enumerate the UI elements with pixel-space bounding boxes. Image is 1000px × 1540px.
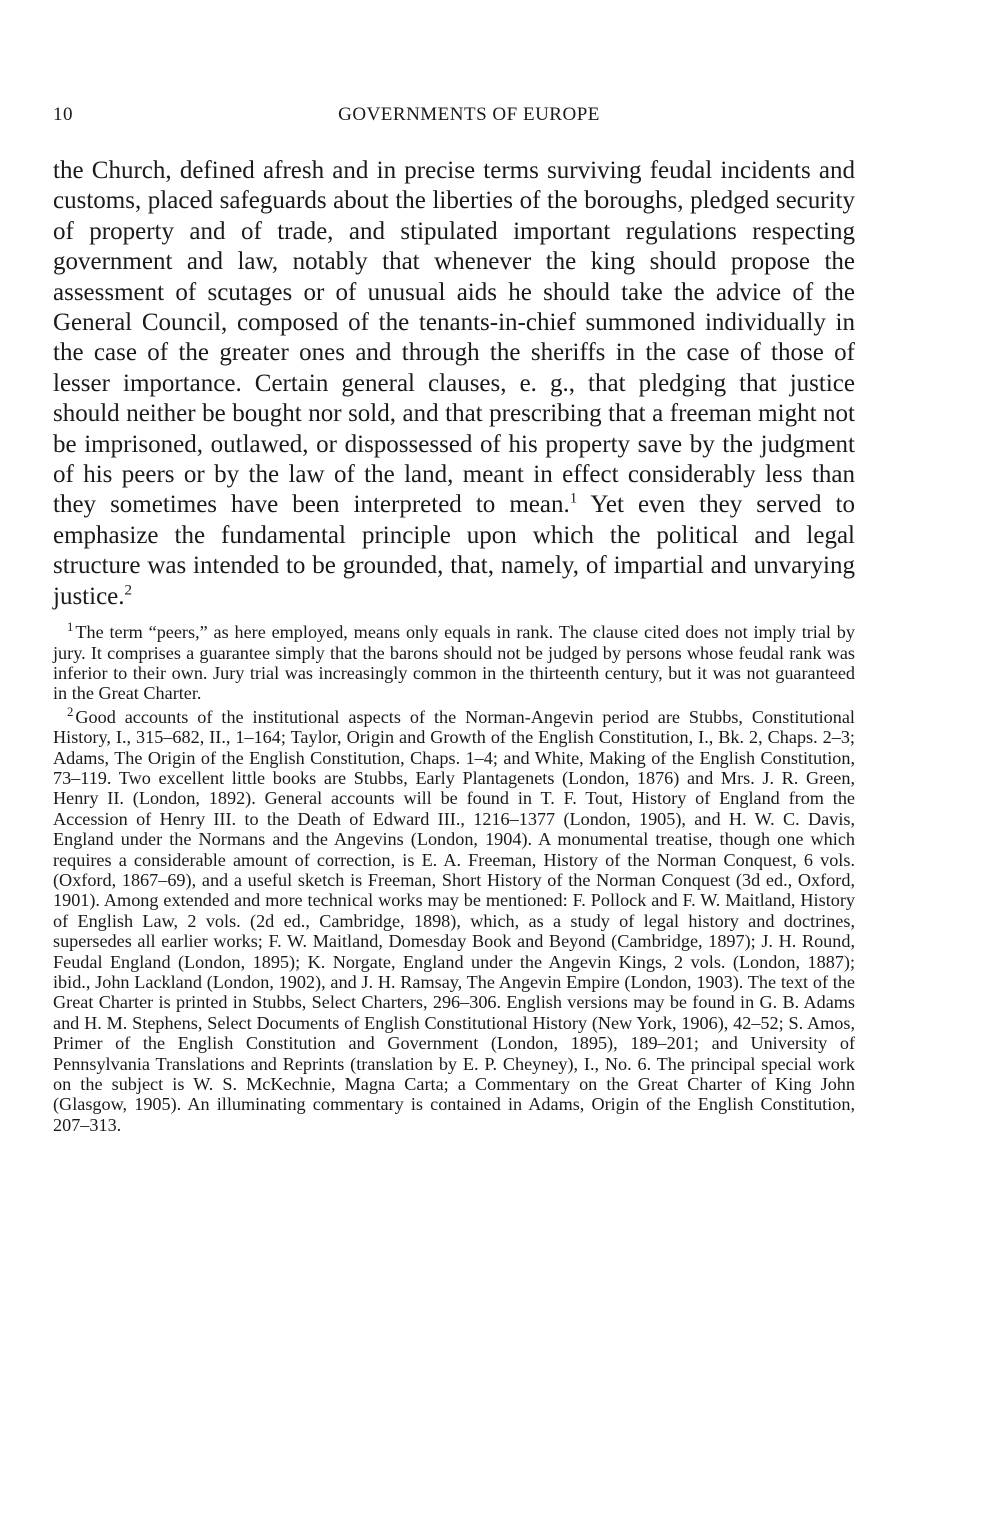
footnote-text: Good accounts of the institutional aspects of the Norman-Angevin period are Stubbs, Constitutional History, I., 315–682, II., 1–164; Taylor, Origin and Growth of the English Constitution, I., Bk. 2, Chaps. 2–3; Adams, The Origin of the English Constitution, Chaps. 1–4; and White, Making of the English Constitution, 73–119. Two excellent little books are Stubbs, Early Plantagenets (London, 1876) and Mrs. J. R. Green, Henry II. (London, 1892). General accounts will be found in T. F. Tout, History of England from the Accession of Henry III. to the Death of Edward III., 1216–1377 (London, 1905), and H. W. C. Davis, England under the Normans and the Angevins (London, 1904). A monumental treatise, though one which requires a considerable amount of correction, is E. A. Freeman, History of the Norman Conquest, 6 vols. (Oxford, 1867–69), and a useful sketch is Freeman, Short History of the Norman Conquest (3d ed., Oxford, 1901). Among extended and more technical works may be mentioned: F. Pollock and F. W. Maitland, History of English Law, 2 vols. (2d ed., Cambridge, 1898), which, as a study of legal history and doctrines, supersedes all earlier works; F. W. Maitland, Domesday Book and Beyond (Cambridge, 1897); J. H. Round, Feudal England (London, 1895); K. Norgate, England under the Angevin Kings, 2 vols. (London, 1887); ibid., John Lackland (London, 1902), and J. H. Ramsay, The Angevin Empire (London, 1903). The text of the Great Charter is printed in Stubbs, Select Charters, 296–306. English versions may be found in G. B. Adams and H. M. Stephens, Select Documents of English Constitutional History (New York, 1906), 42–52; S. Amos, Primer of the English Constitution and Government (London, 1895), 189–201; and University of Pennsylvania Translations and Reprints (translation by E. P. Cheyney), I., No. 6. The principal special work on the subject is W. S. McKechnie, Magna Carta; a Commentary on the Great Charter of King John (Glasgow, 1905). An illuminating commentary is contained in Adams, Origin of the English Constitution, 207–313. <box>53 706 855 1135</box>
body-paragraph <box>53 156 855 612</box>
footnote-reference-2: 2 <box>124 582 133 599</box>
footnote-2 <box>53 704 855 1136</box>
footnote-mark: 2 <box>67 704 74 719</box>
footnote-1 <box>53 622 855 704</box>
body-text-main: the Church, defined afresh and in precise terms surviving feudal incidents and customs, placed safeguards about the liberties of the boroughs, pledged security of property and of trade, and stipulated important regulations respecting government and law, notably that whenever the king should propose the assessment of scutages or of unusual aids he should take the advice of the General Council, composed of the tenants-in-chief summoned individually in the case of the greater ones and through the sheriffs in the case of those of lesser importance. Certain general clauses, e. g., that pledging that justice should neither be bought nor sold, and that prescribing that a freeman might not be imprisoned, outlawed, or dispossessed of his property save by the judgment of his peers or by the law of the land, meant in effect considerably less than they sometimes have been interpreted to mean. <box>53 157 855 519</box>
footnotes <box>53 622 855 1135</box>
footnote-reference-1: 1 <box>569 491 578 508</box>
running-title: GOVERNMENTS OF EUROPE <box>338 104 600 125</box>
book-page <box>53 100 855 1135</box>
page-number: 10 <box>53 104 73 125</box>
body-text-tail: Yet even they served to emphasize the fundamental principle upon which the political and legal structure was intended to be grounded, that, namely, of impartial and unvarying justice. <box>53 491 855 610</box>
footnote-mark: 1 <box>67 620 74 635</box>
footnote-text: The term “peers,” as here employed, means only equals in rank. The clause cited does not imply trial by jury. It comprises a guarantee simply that the barons should not be judged by persons whose feudal rank was inferior to their own. Jury trial was increasingly common in the thirteenth century, but it was not guaranteed in the Great Charter. <box>53 622 855 704</box>
running-head <box>53 100 855 134</box>
